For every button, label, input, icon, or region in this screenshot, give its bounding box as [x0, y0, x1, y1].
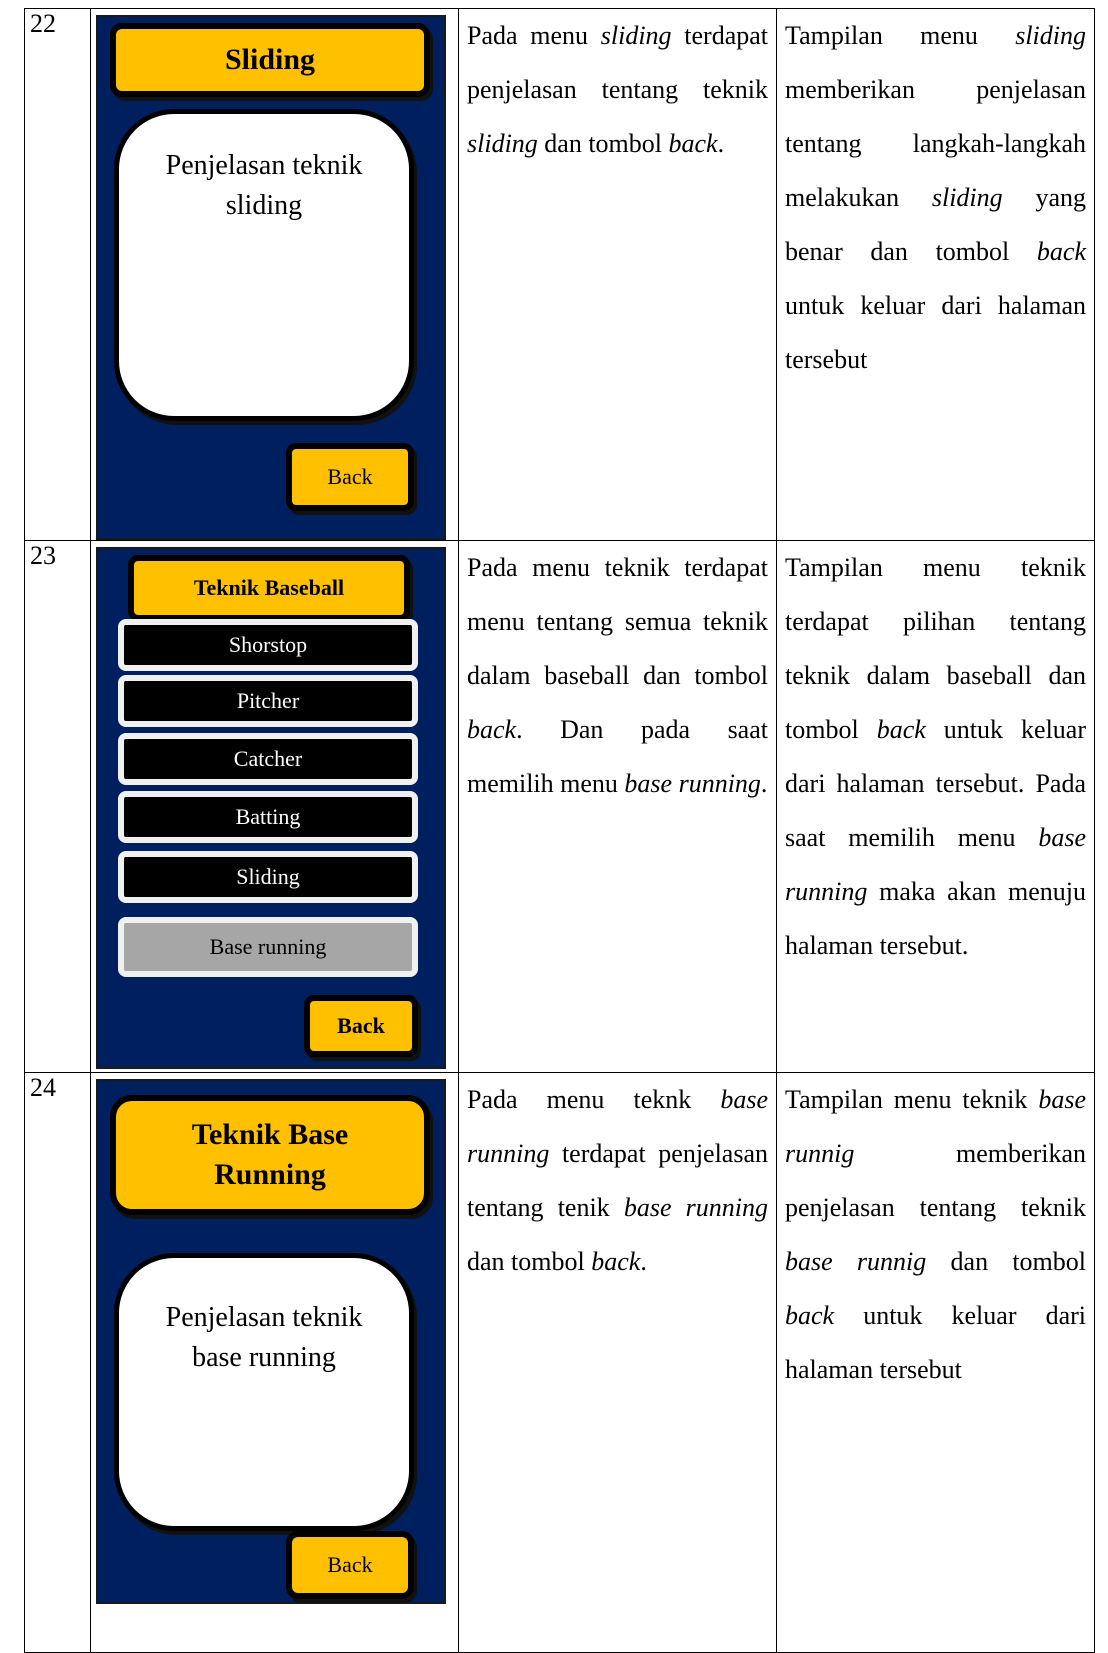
menu-item-sliding[interactable]	[118, 851, 418, 903]
menu-item-label: Pitcher	[236, 688, 300, 713]
mockup-cell	[91, 541, 459, 1073]
explanation-panel	[114, 109, 414, 421]
menu-item-label: Catcher	[233, 746, 303, 771]
back-button[interactable]	[304, 995, 418, 1057]
mockup-cell	[91, 1073, 459, 1653]
teknik-menu-screen-mockup	[96, 547, 446, 1069]
row-number: 22	[25, 9, 91, 541]
menu-item-label: Base running	[209, 934, 327, 959]
description-text: Pada menu teknik terdapat menu tentang semua teknik dalam baseball dan tombol back. Dan pada saat memilih menu base running.	[467, 553, 768, 798]
title-button	[128, 555, 410, 621]
menu-item-label: Sliding	[236, 864, 300, 889]
mockup-cell	[91, 9, 459, 541]
title-text: Running	[214, 1158, 326, 1191]
title-text: Teknik Baseball	[193, 575, 345, 600]
result-text: Tampilan menu teknik base runnig memberikan penjelasan tentang teknik base runnig dan tombol back untuk keluar dari halaman tersebut	[785, 1085, 1086, 1384]
result-text: Tampilan menu teknik terdapat pilihan tentang teknik dalam baseball dan tombol back untuk keluar dari halaman tersebut. Pada saat memilih menu base running maka akan menuju halaman tersebut.	[785, 553, 1086, 960]
result-cell	[777, 1073, 1095, 1653]
menu-item-label: Batting	[235, 804, 301, 829]
test-result-table	[24, 8, 1095, 1653]
result-cell	[777, 541, 1095, 1073]
menu-item-pitcher[interactable]	[118, 675, 418, 727]
back-button[interactable]	[286, 443, 414, 511]
menu-item-base-running[interactable]	[118, 917, 418, 977]
description-text: Pada menu sliding terdapat penjelasan tentang teknik sliding dan tombol back.	[467, 21, 768, 158]
back-label: Back	[327, 1552, 373, 1577]
table-row	[25, 541, 1095, 1073]
panel-text: base running	[192, 1342, 336, 1373]
panel-text: Penjelasan teknik	[165, 1302, 363, 1333]
back-label: Back	[337, 1013, 385, 1038]
menu-item-batting[interactable]	[118, 791, 418, 843]
menu-item-catcher[interactable]	[118, 733, 418, 785]
explanation-panel	[114, 1253, 414, 1531]
menu-item-shorstop[interactable]	[118, 619, 418, 671]
panel-text: sliding	[225, 190, 303, 221]
title-text: Sliding	[224, 43, 316, 76]
result-cell	[777, 9, 1095, 541]
description-cell	[459, 1073, 777, 1653]
row-number: 23	[25, 541, 91, 1073]
description-text: Pada menu teknk base running terdapat penjelasan tentang tenik base running dan tombol back.	[467, 1085, 769, 1276]
sliding-screen-mockup	[96, 15, 446, 540]
back-label: Back	[327, 464, 373, 489]
description-cell	[459, 9, 777, 541]
table-row	[25, 9, 1095, 541]
table-row	[25, 1073, 1095, 1653]
base-running-screen-mockup	[96, 1079, 446, 1604]
title-button	[110, 1095, 430, 1215]
description-cell	[459, 541, 777, 1073]
row-number: 24	[25, 1073, 91, 1653]
result-text: Tampilan menu sliding memberikan penjelasan tentang langkah-langkah melakukan sliding yang benar dan tombol back untuk keluar dari halaman tersebut	[785, 21, 1086, 374]
title-text: Teknik Base	[191, 1118, 349, 1151]
back-button[interactable]	[286, 1531, 414, 1599]
menu-item-label: Shorstop	[228, 632, 308, 657]
panel-text: Penjelasan teknik	[165, 150, 363, 181]
title-button	[110, 23, 430, 97]
